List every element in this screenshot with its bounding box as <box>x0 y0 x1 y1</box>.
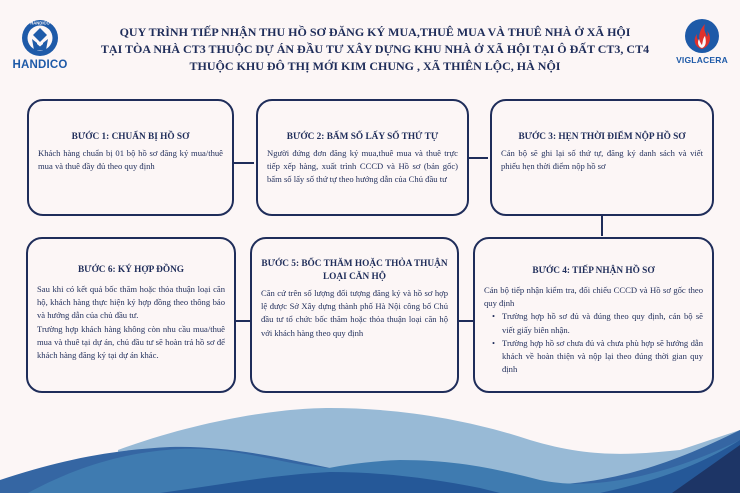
handico-ring-text: HANDICO <box>30 20 50 26</box>
title-line-2: TẠI TÒA NHÀ CT3 THUỘC DỰ ÁN ĐẦU TƯ XÂY DỰNG KHU NHÀ Ở XÃ HỘI TẠI Ô ĐẤT CT3, CT4 <box>100 42 650 56</box>
step-5-text: Căn cứ trên số lượng đối tượng đăng ký và hồ sơ hợp lệ được Sở Xây dựng thành phố Hà Nội công bố Chủ đầu tư tổ chức bốc thăm hoặc thỏa thuận loại căn hộ với khách hàng theo quy định <box>261 288 448 338</box>
step-6-paragraph-2: Trường hợp khách hàng không còn nhu cầu mua/thuê mua và thuê tại dự án, chủ đầu tư sẽ hoàn trả hồ sơ để khách hàng đăng ký tại dự án khác. <box>37 323 225 361</box>
handico-emblem-icon <box>20 18 60 58</box>
step-4-bullet-2: • Trường hợp hồ sơ chưa đủ và chưa phù hợp sẽ hướng dẫn khách về hoàn thiện và nộp lại theo đúng thời gian quy định <box>492 337 703 377</box>
connector-step3-step4 <box>601 216 603 236</box>
step-3-title: BƯỚC 3: HẸN THỜI ĐIỂM NỘP HỒ SƠ <box>518 132 686 142</box>
handico-logo <box>4 18 76 71</box>
connector-step1-step2 <box>234 162 254 164</box>
step-6-paragraph-1: Sau khi có kết quả bốc thăm hoặc thỏa thuận loại căn hộ, khách hàng thực hiện ký hợp đồng theo thông báo và hướng dẫn của chủ đầu tư. <box>37 284 225 321</box>
step-5-title-line-2: LOẠI CĂN HỘ <box>322 272 387 282</box>
step-1-text: Khách hàng chuẩn bị 01 bộ hồ sơ đăng ký mua/thuê mua và thuê đầy đủ theo quy định <box>38 148 223 172</box>
step-4-body <box>484 284 703 376</box>
viglacera-flame-icon <box>684 18 720 54</box>
step-1-box <box>27 99 234 216</box>
step-2-title: BƯỚC 2: BẤM SỐ LẤY SỐ THỨ TỰ <box>286 132 439 142</box>
step-3-text: Cán bộ sẽ ghi lại số thứ tự, đăng ký danh sách và viết phiếu hẹn thời điểm nộp hồ sơ <box>501 148 703 172</box>
step-2-box <box>256 99 469 216</box>
step-2-body <box>267 147 458 187</box>
step-3-body <box>501 147 703 173</box>
viglacera-logo-text: VIGLACERA <box>676 55 728 65</box>
step-4-title: BƯỚC 4: TIẾP NHẬN HỒ SƠ <box>532 266 655 276</box>
step-5-box <box>250 237 459 393</box>
connector-step4-step5 <box>459 320 473 322</box>
step-1-body <box>38 147 223 173</box>
step-1-title: BƯỚC 1: CHUẨN BỊ HỒ SƠ <box>71 132 190 142</box>
step-4-text: Cán bộ tiếp nhận kiểm tra, đối chiếu CCCD và Hồ sơ gốc theo quy định <box>484 285 703 309</box>
page-title <box>100 24 650 75</box>
step-4-bullet-list <box>484 310 703 376</box>
handico-logo-text: HANDICO <box>12 59 68 71</box>
title-line-3: THUỘC KHU ĐÔ THỊ MỚI KIM CHUNG , XÃ THIÊN LỘC, HÀ NỘI <box>189 59 561 73</box>
step-4-bullet-1: • Trường hợp hồ sơ đủ và đúng theo quy định, cán bộ sẽ viết giấy biên nhận. <box>492 310 703 336</box>
step-2-text: Người đứng đơn đăng ký mua,thuê mua và thuê trực tiếp xếp hàng, xuất trình CCCD và Hồ sơ (bản gốc) bấm số lấy số thứ tự theo hướng dẫn của Chủ đầu tư <box>267 148 458 185</box>
step-3-box <box>490 99 714 216</box>
step-5-body <box>261 287 448 340</box>
title-line-1: QUY TRÌNH TIẾP NHẬN THU HỒ SƠ ĐĂNG KÝ MUA,THUÊ MUA VÀ THUÊ NHÀ Ở XÃ HỘI <box>119 25 631 39</box>
step-6-body <box>37 283 225 362</box>
viglacera-logo <box>672 18 732 65</box>
step-5-title-line-1: BƯỚC 5: BỐC THĂM HOẶC THỎA THUẬN <box>261 259 448 269</box>
step-6-box <box>26 237 236 393</box>
connector-step5-step6 <box>236 320 250 322</box>
connector-step2-step3 <box>469 157 488 159</box>
step-6-title: BƯỚC 6: KÝ HỢP ĐỒNG <box>77 265 185 275</box>
step-4-box <box>473 237 714 393</box>
step-5-title <box>261 258 448 284</box>
